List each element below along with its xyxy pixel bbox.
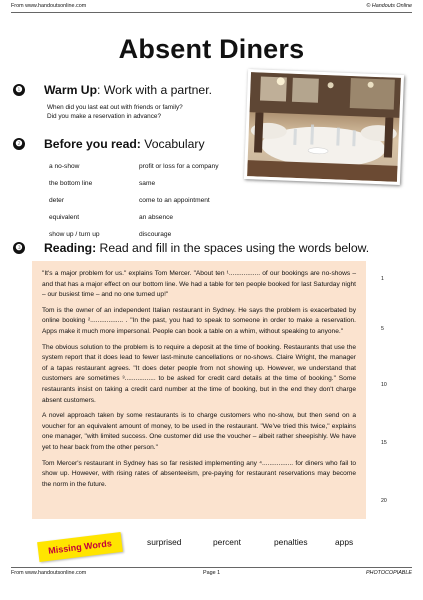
reading-paragraph: A novel approach taken by some restaurants is to charge customers who no-show, but then send on a voucher for an equivalent amount of money, to be used in the restaurant. "We've tried this twice," explains one manager, "with limited success. One customer did use the voucher – albeit rather sheepishly. We have yet to hear back from the other person." [42, 412, 356, 451]
page-title: Absent Diners [118, 34, 305, 64]
vocabulary-table [47, 158, 287, 243]
vocab-row [47, 209, 287, 226]
vocab-term: a no-show [49, 163, 80, 170]
warmup-heading-rest: : Work with a partner. [97, 83, 212, 97]
vocab-term: show up / turn up [49, 231, 100, 238]
reading-paragraph: "It's a major problem for us." explains Tom Mercer. "About ten ¹................. of our bookings are no-shows – and that has a major effect on our bottom line. We had a table for ten people booked for last Saturday night – our busiest time – and no one turned up!" [42, 270, 356, 299]
section-number-1: ❶ [13, 84, 25, 96]
line-number: 15 [381, 440, 387, 446]
header-copyright: © Handouts Online [366, 3, 412, 9]
page-footer [11, 570, 412, 580]
vocab-term: the bottom line [49, 180, 93, 187]
vocab-term: deter [49, 197, 65, 204]
reading-paragraph: Tom is the owner of an independent Italian restaurant in Sydney. He says the problem is exacerbated by online booking ².................. . "In the past, you had to speak to someone in order to make a reservation. Apps make it much more impersonal. People can book a table on a whim, without speaking to anyone." [42, 306, 356, 335]
line-number: 1 [381, 276, 384, 282]
vocab-term: equivalent [49, 214, 80, 221]
warmup-question: When did you last eat out with friends or family? [47, 104, 183, 111]
section-number-3: ❸ [13, 242, 25, 254]
before-heading [44, 137, 205, 151]
missing-word: penalties [274, 537, 308, 547]
missing-word: surprised [147, 537, 182, 547]
vocab-definition: an absence [139, 214, 174, 221]
reading-heading [44, 241, 369, 255]
vocab-definition: profit or loss for a company [139, 163, 219, 170]
header-divider [11, 12, 412, 13]
warmup-heading-bold: Warm Up [44, 83, 98, 97]
warmup-heading [44, 83, 212, 97]
line-number: 5 [381, 326, 384, 332]
vocab-row [47, 175, 287, 192]
header-source: From www.handoutsonline.com [11, 3, 87, 9]
vocab-definition: come to an appointment [139, 197, 210, 204]
vocab-definition: discourage [139, 231, 172, 238]
footer-divider [11, 567, 412, 568]
reading-paragraph: Tom Mercer's restaurant in Sydney has so far resisted implementing any ⁴................. for diners who fail to show up. However, with rising rates of absenteeism, pre-paying for restaurant reservations may become the norm in the future. [42, 459, 356, 488]
reading-heading-bold: Reading: [44, 241, 97, 255]
footer-photocopiable: PHOTOCOPIABLE [365, 570, 412, 576]
reading-paragraph: The obvious solution to the problem is to require a deposit at the time of booking. Restaurants that use the system report that it does lead to fewer last-minute cancellations or no-shows. Claire Wright, the manager of a tapas restaurant agrees. "It does deter people from not showing up. However, we understand that customers are sometimes ³................. to be asked for credit card details at the time of booking." Some restaurants insist on taking a credit card number at the time of booking, but in the end they don't charge absent customers. [42, 343, 356, 404]
missing-word: percent [213, 537, 241, 547]
before-heading-bold: Before you read: [44, 137, 141, 151]
footer-source: From www.handoutsonline.com [11, 570, 87, 576]
missing-words-badge: Missing Words [37, 532, 123, 562]
before-heading-rest: Vocabulary [140, 137, 205, 151]
reading-heading-rest: Read and fill in the spaces using the words below. [96, 241, 370, 255]
vocab-definition: same [139, 180, 156, 187]
line-number: 20 [381, 498, 387, 504]
section-number-2: ❷ [13, 138, 25, 150]
warmup-question: Did you make a reservation in advance? [47, 113, 162, 120]
line-number: 10 [381, 382, 387, 388]
vocab-row [47, 158, 287, 175]
reading-passage-box [32, 261, 366, 519]
footer-page-number: Page 1 [203, 570, 221, 576]
missing-word: apps [335, 537, 354, 547]
vocab-row [47, 192, 287, 209]
